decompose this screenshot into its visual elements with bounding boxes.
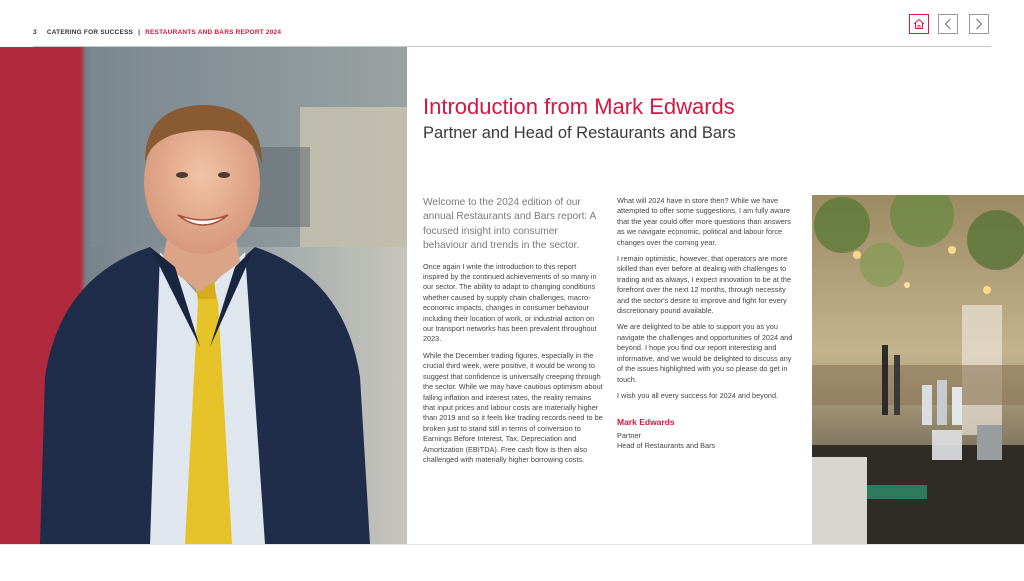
report-label: RESTAURANTS AND BARS REPORT 2024 (145, 29, 282, 36)
body-paragraph: I wish you all every success for 2024 and beyond. (617, 390, 779, 400)
previous-page-button[interactable] (938, 14, 958, 34)
body-paragraph: What will 2024 have in store then? While we have attempted to offer some suggestions, I am fully aware that the year could offer more questions than answers as we navigate economic, political and labour force changes over the coming year. (617, 196, 791, 247)
signature-role: Partner (617, 430, 641, 440)
page-number: 3 (33, 29, 37, 36)
text-column-1 (423, 196, 603, 471)
portrait-photo (0, 47, 407, 544)
chevron-right-icon (974, 18, 984, 30)
home-button[interactable] (909, 14, 929, 34)
bottom-rule (0, 544, 1024, 545)
page-title: Introduction from Mark Edwards (423, 94, 735, 119)
header-separator: | (138, 29, 141, 36)
signature-title: Head of Restaurants and Bars (617, 441, 716, 451)
page-subtitle: Partner and Head of Restaurants and Bars (423, 124, 736, 142)
home-icon (913, 18, 925, 30)
chevron-left-icon (943, 18, 953, 30)
body-paragraph: Once again I write the introduction to this report inspired by the continued achievements of so many in our sector. The ability to adapt to changing conditions whether caused by supply chain challenges, macro-economic impacts, changes in consumer behaviour including their location of work, or industrial action on our transport networks has been prevalent throughout 2023. (423, 261, 597, 344)
text-column-2 (617, 196, 795, 452)
body-paragraph: While the December trading figures, especially in the crucial third week, were positive, it would be wrong to suggest that confidence is universally creeping through the sector. While we may have cautious optimism about falling inflation and interest rates, the reality remains that input prices and labour costs are materially higher than 2019 and so it feels like trading records need to be broken just to stand still in terms of conversion to Earnings Before Interest, Tax, Depreciation and Amortization (EBITDA). Free cash flow is then also challenged with materially higher borrowing costs. (423, 350, 603, 464)
body-paragraph: I remain optimistic, however, that operators are more skilled than ever before at dealing with challenges to trading and as always, I expect innovation to be at the forefront over the next 12 months, through necessity and the sector's desire to improve and fight for every discretionary pound available. (617, 254, 792, 316)
signature-name: Mark Edwards (617, 417, 675, 428)
body-paragraph: We are delighted to be able to support you as you navigate the challenges and opportunities of 2024 and beyond. I hope you find our report interesting and informative, and we would be delighted to discuss any of the issues highlighted with you so please do get in touch. (617, 322, 793, 384)
lead-paragraph: Welcome to the 2024 edition of our annual Restaurants and Bars report: A focused insight into consumer behaviour and trends in the sector. (423, 197, 596, 252)
page-header (33, 29, 281, 36)
bar-photo (812, 195, 1024, 544)
section-label: CATERING FOR SUCCESS (46, 29, 134, 36)
next-page-button[interactable] (969, 14, 989, 34)
